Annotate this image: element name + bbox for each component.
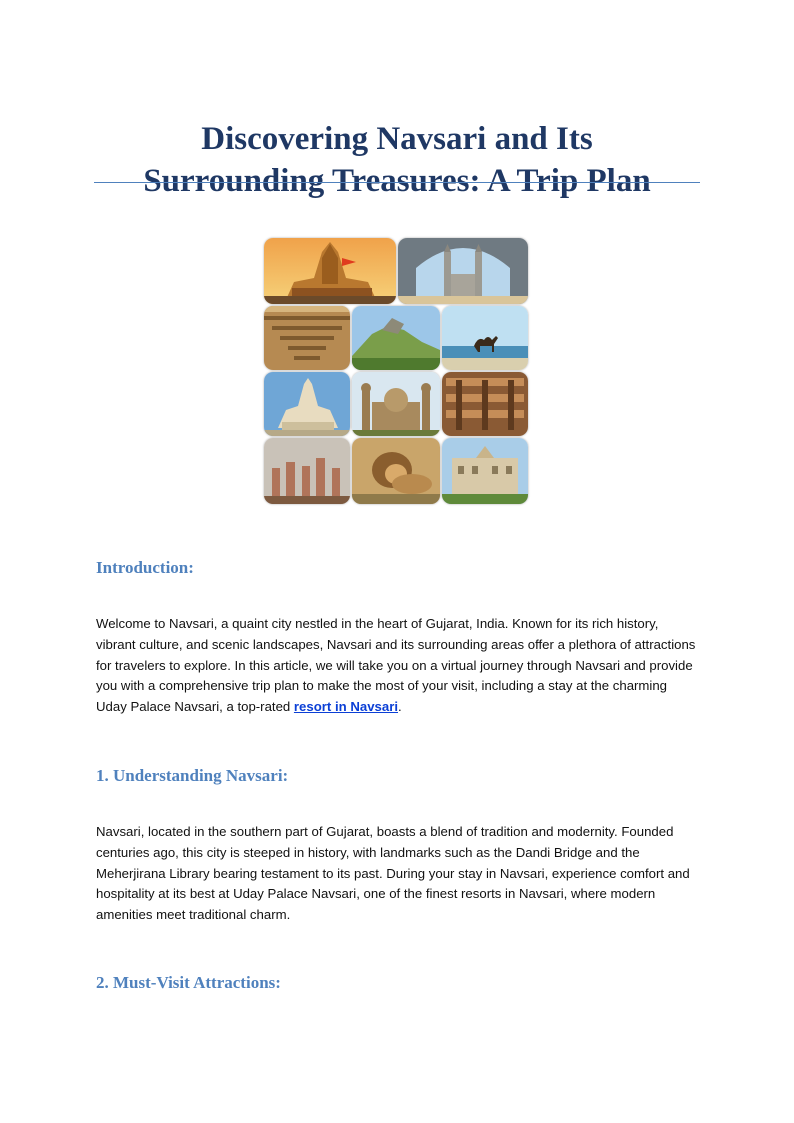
- introduction-paragraph: [96, 614, 700, 718]
- white-temple-photo: [264, 372, 350, 436]
- lion-photo: [352, 438, 440, 504]
- palace-domes-photo: [352, 372, 440, 436]
- must-visit-attractions-heading: 2. Must-Visit Attractions:: [96, 973, 281, 992]
- green-hill-photo: [352, 306, 440, 370]
- introduction-heading: Introduction:: [96, 558, 194, 577]
- title-line-1: Discovering Navsari and Its: [201, 121, 593, 158]
- camel-on-beach-photo: [442, 306, 528, 370]
- title-underline: [94, 182, 700, 183]
- understanding-navsari-heading: 1. Understanding Navsari:: [96, 766, 289, 785]
- stepwell-steps-photo: [264, 306, 350, 370]
- minaret-mosque-photo: [398, 238, 528, 304]
- understanding-navsari-paragraph: Navsari, located in the southern part of Gujarat, boasts a blend of tradition and modernity. Founded centuries ago, this city is steeped in history, with landmarks such as the Dandi Bridge and the Meherjirana Library bearing testament to its past. During your stay in Navsari, experience comfort and hospitality at its best at Uday Palace Navsari, one of the finest resorts in Navsari, where modern amenities meet traditional charm.: [96, 824, 690, 923]
- temple-with-flag-photo: [264, 238, 396, 304]
- gujarat-photo-collage: [262, 236, 530, 506]
- intro-text-end: .: [398, 699, 402, 715]
- intro-text: Welcome to Navsari, a quaint city nestled in the heart of Gujarat, India. Known for its rich history, vibrant culture, and scenic landscapes, Navsari and its surrounding areas offer a plethora of attractions for travelers to explore. In this article, we will take you on a virtual journey through Navsari and provide you with a comprehensive trip plan to make the most of your visit, including a stay at the charming Uday Palace Navsari, a top-rated: [96, 616, 696, 715]
- rock-pillars-photo: [264, 438, 350, 504]
- document-title: [94, 118, 700, 202]
- carved-stepwell-photo: [442, 372, 528, 436]
- resort-in-navsari-link[interactable]: resort in Navsari: [293, 699, 399, 715]
- title-line-2: Surrounding Treasures: A Trip Plan: [143, 163, 651, 200]
- heritage-palace-photo: [442, 438, 528, 504]
